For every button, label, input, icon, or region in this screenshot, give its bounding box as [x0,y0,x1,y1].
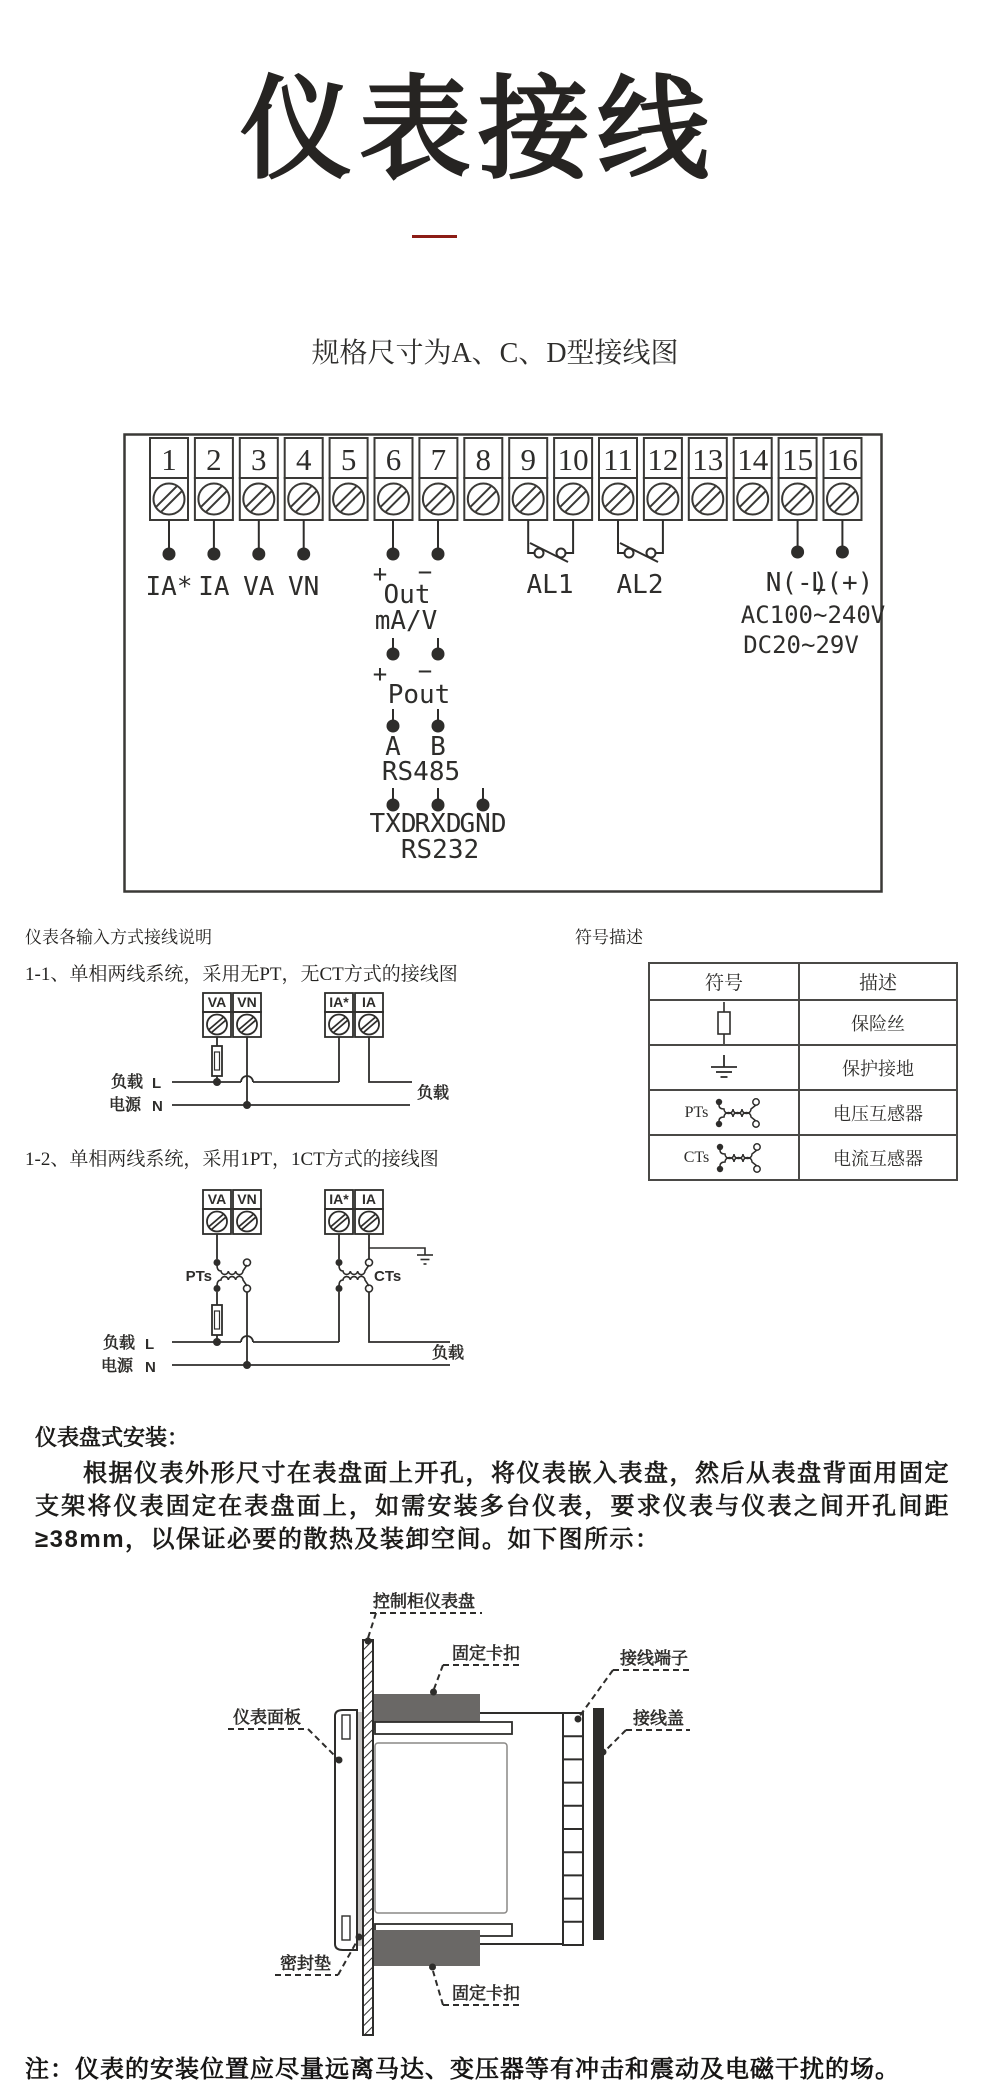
label-load-left: 负载 [103,1335,136,1352]
label-load-left: 负载 [111,1074,144,1091]
label-vn: VN [288,572,320,602]
power-supply-wires [741,520,886,659]
label-n-line: N(-) [765,568,829,598]
table-header-desc: 描述 [798,964,956,999]
pts-label: PTs [684,1103,709,1121]
mini-terminal-vn: VN [237,994,257,1010]
label-load-right: 负载 [432,1345,465,1362]
mini-terminal-vn: VN [237,1191,257,1207]
panel-install-diagram [180,1585,700,2040]
page-title: 仪表接线 [240,67,716,192]
fixing-clip-bottom [373,1930,480,1966]
mini-terminal-va: VA [207,1191,227,1207]
alarm-relay-al2 [617,520,664,600]
label-out: Out [383,580,431,610]
protective-earth-icon [650,1044,798,1089]
label-va: VA [243,572,275,602]
label-ia-star: IA* [145,572,193,602]
cts-label: CTs [683,1148,710,1166]
label-ma-v: mA/V [374,606,438,636]
meter-body [375,1743,507,1913]
terminal-number: 6 [385,442,402,477]
terminal-number: 9 [520,442,536,477]
protective-earth-icon [369,1248,433,1264]
terminal-wiring-diagram [123,433,886,893]
label-cabinet-panel: 控制柜仪表盘 [373,1592,475,1611]
label-source-left: 电源 [109,1097,142,1114]
label-rs485-b: B [430,732,446,762]
label-wiring-terminal: 接线端子 [620,1649,688,1668]
rs232-wires [370,788,507,865]
label-front-panel: 仪表面板 [233,1708,301,1727]
label-out-plus: + [372,560,388,588]
pout-wires [373,638,451,710]
label-al1: AL1 [526,570,574,600]
diagram-1-1-caption: 1-1、单相两线系统，采用无PT，无CT方式的接线图 [25,964,458,985]
terminal-number: 5 [340,442,357,477]
table-row-desc: 保险丝 [798,999,956,1044]
table-header-symbol: 符号 [704,973,743,994]
voltage-transformer-icon [214,1234,251,1292]
terminal-number: 16 [826,442,858,477]
label-line-n: N [152,1098,163,1115]
label-fixing-clip-bottom: 固定卡扣 [452,1984,520,2003]
current-transformer-icon [336,1234,373,1292]
label-fixing-clip-top: 固定卡扣 [452,1644,520,1663]
label-gnd: GND [459,809,507,839]
input-terminal-wires [146,520,320,602]
instrument-front-bezel [335,1710,357,1950]
terminal-number: 13 [692,442,724,477]
label-wiring-cover: 接线盖 [633,1709,684,1728]
terminal-block-side [563,1713,583,1945]
wiring-section-heading: 仪表各输入方式接线说明 [25,928,212,947]
symbol-table [648,962,958,1181]
label-rs485: RS485 [381,757,461,787]
mini-terminal-ia-star: IA* [329,1191,349,1207]
label-line-n: N [145,1359,156,1376]
table-row-desc: 电压互感器 [798,1089,956,1134]
label-ia: IA [198,572,230,602]
wiring-diagram-1-1 [95,990,485,1142]
install-section-heading: 仪表盘式安装： [35,1425,190,1450]
diagram-1-2-caption: 1-2、单相两线系统，采用1PT，1CT方式的接线图 [25,1149,439,1170]
label-l-line: L(+) [810,568,874,598]
footer-note: 注：仪表的安装位置应尽量远离马达、变压器等有冲击和震动及电磁干扰的场。 [25,2056,900,2083]
table-row-desc: 电流互感器 [798,1134,956,1179]
mini-terminal-ia: IA [362,1191,376,1207]
terminal-number: 3 [251,442,267,477]
fuse-icon [212,1292,222,1342]
fuse-icon [212,1037,222,1082]
alarm-relay-al1 [527,520,574,600]
terminal-number: 12 [647,442,679,477]
label-pout-plus: + [372,660,388,688]
label-pout-minus: − [417,657,433,685]
label-line-l: L [152,1075,162,1092]
terminal-number: 10 [557,442,589,477]
label-ac-range: AC100~240V [740,601,886,629]
current-transformer-icon [650,1134,798,1179]
label-al2: AL2 [616,570,664,600]
install-section-body: 根据仪表外形尺寸在表盘面上开孔，将仪表嵌入表盘，然后从表盘背面用固定支架将仪表固定在表盘面上，如需安装多台仪表，要求仪表与仪表之间开孔间距≥38mm，以保证必要的散热及装卸空间。如下图所示： [35,1460,950,1553]
label-out-minus: − [417,558,433,586]
label-cts: CTs [374,1268,402,1285]
label-txd: TXD [369,809,417,839]
page-subtitle: 规格尺寸为A、C、D型接线图 [311,338,679,369]
title-divider [412,235,457,238]
label-rs485-a: A [385,732,401,762]
table-row-desc: 保护接地 [798,1044,956,1089]
label-rs232: RS232 [400,835,480,865]
mounting-rail-top [375,1722,512,1734]
label-pout: Pout [387,680,451,710]
bezel-notch-top [342,1715,350,1739]
terminal-number: 4 [295,442,312,477]
symbol-table-heading: 符号描述 [575,928,643,947]
label-rxd: RXD [414,809,462,839]
fuse-icon [650,999,798,1044]
label-seal-gasket: 密封垫 [280,1954,331,1973]
terminal-number: 7 [430,442,447,477]
rs485-wires [382,709,460,787]
terminal-number: 11 [603,442,633,477]
bezel-notch-bottom [342,1916,350,1940]
wiring-diagram-1-2 [95,1185,485,1400]
terminal-number: 1 [161,442,177,477]
label-dc-range: DC20~29V [743,631,859,659]
mini-terminal-va: VA [207,994,227,1010]
terminal-number: 15 [782,442,814,477]
cabinet-panel [363,1640,373,2035]
terminal-strip [150,438,862,520]
terminal-number: 2 [206,442,222,477]
mini-terminal-ia: IA [362,994,376,1010]
terminal-number: 14 [737,442,769,477]
label-load-right: 负载 [417,1085,450,1102]
analog-output-wires [373,520,445,636]
mini-terminal-ia-star: IA* [329,994,349,1010]
label-pts: PTs [185,1268,212,1285]
voltage-transformer-icon [650,1089,798,1134]
terminal-number: 8 [475,442,492,477]
wiring-cover [593,1708,604,1940]
label-source-left: 电源 [101,1358,134,1375]
label-line-l: L [145,1336,155,1353]
